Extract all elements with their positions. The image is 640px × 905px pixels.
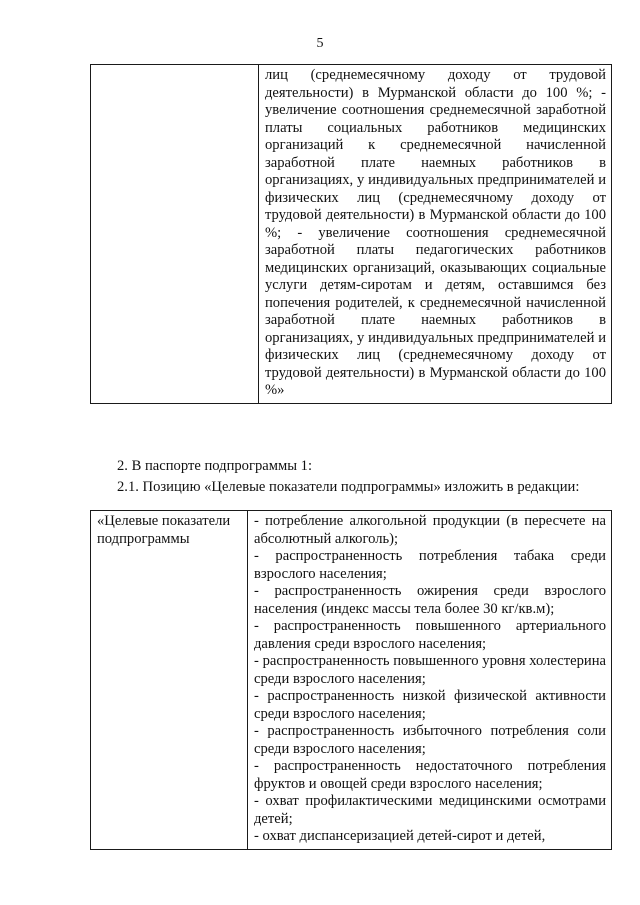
right-cell-text: лиц (среднемесячному доходу от трудовой деятельности) в Мурманской области до 100 %; - увеличение соотношения среднемесячной заработной платы социальных работников медицинских организаций к среднемесячной начисленной заработной плате наемных работников в организациях, у индивидуальных предпринимателей и физических лиц (среднемесячному доходу от трудовой деятельности) в Мурманской области до 100 %; - увеличение соотношения среднемесячной заработной платы педагогических работников медицинских организаций, оказывающих социальные услуги детям-сиротам и детям, оставшимся без попечения родителей, к среднемесячной начисленной заработной плате наемных работников в организациях, у индивидуальных предпринимателей и физических лиц (среднемесячному доходу от трудовой деятельности) в Мурманской области до 100 %» <box>259 65 612 404</box>
continued-table <box>90 64 612 404</box>
list-item: - распространенность избыточного потребления соли среди взрослого населения; <box>254 723 606 757</box>
table-row <box>91 511 612 850</box>
left-cell-empty <box>91 65 259 404</box>
list-item: - распространенность повышенного артериального давления среди взрослого населения; <box>254 618 606 652</box>
paragraph-target-indicators: 2.1. Позицию «Целевые показатели подпрограммы» изложить в редакции: <box>117 479 580 495</box>
list-item: - распространенность низкой физической активности среди взрослого населения; <box>254 688 606 722</box>
target-indicators-table <box>90 510 612 850</box>
paragraph-subprogram-passport: 2. В паспорте подпрограммы 1: <box>117 458 313 474</box>
list-item: - потребление алкогольной продукции (в пересчете на абсолютный алкоголь); <box>254 513 606 547</box>
indicators-heading-cell: «Целевые показатели подпрограммы <box>91 511 248 850</box>
indicators-list-cell <box>248 511 612 850</box>
list-item: - распространенность ожирения среди взрослого населения (индекс массы тела более 30 кг/кв.м); <box>254 583 606 617</box>
list-item: - распространенность недостаточного потребления фруктов и овощей среди взрослого населения; <box>254 758 606 792</box>
list-item: - распространенность повышенного уровня холестерина среди взрослого населения; <box>254 653 606 687</box>
table-row <box>91 65 612 404</box>
list-item: - охват диспансеризацией детей-сирот и детей, <box>254 828 546 844</box>
page-number: 5 <box>316 36 324 51</box>
list-item: - охват профилактическими медицинскими осмотрами детей; <box>254 793 606 827</box>
list-item: - распространенность потребления табака среди взрослого населения; <box>254 548 606 582</box>
